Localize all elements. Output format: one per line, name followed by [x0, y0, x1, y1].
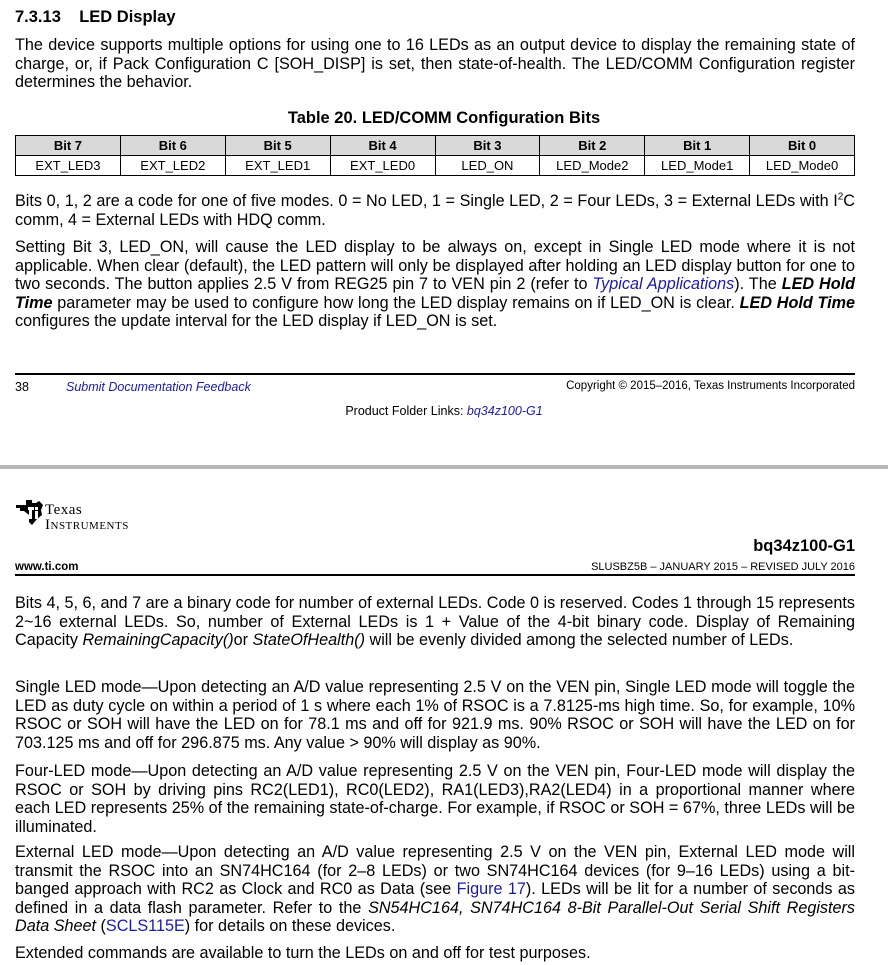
- product-folder-link[interactable]: bq34z100-G1: [466, 404, 543, 418]
- intro-paragraph: The device supports multiple options for using one to 16 LEDs as an output device to display the remaining state of charge, or, if Pack Configuration C [SOH_DISP] is set, then state-of-health. The LED/COMM Configuration register determines the behavior.: [15, 36, 855, 92]
- bits-012-paragraph: [15, 192, 855, 229]
- function-name: RemainingCapacity(): [82, 631, 234, 650]
- superscript: 2: [837, 191, 844, 203]
- text-run: Bits 0, 1, 2 are a code for one of five modes. 0 = No LED, 1 = Single LED, 2 = Four LEDs, 3 = External LEDs with I: [15, 192, 838, 210]
- text-run: Bits 4, 5, 6, and 7 are a binary code for number of external LEDs. Code 0 is reserved. Codes 1 through 15 represents 2~16 external LEDs. So, number of External LEDs is 1 + Value of the 4-bit binary code. Display of Remaining Capacity: [15, 594, 855, 650]
- table-header-cell: Bit 7: [16, 136, 121, 156]
- typical-applications-link[interactable]: Typical Applications: [592, 275, 735, 294]
- bits-4567-paragraph: [15, 594, 855, 650]
- text-run: (: [96, 917, 106, 936]
- text-run: configures the update interval for the LED display if LED_ON is set.: [15, 312, 498, 331]
- logo-line: Texas: [45, 502, 83, 518]
- section-number: 7.3.13: [15, 8, 61, 26]
- table-cell: LED_Mode1: [645, 156, 750, 176]
- footer-rule: [15, 373, 855, 375]
- text-run: will be evenly divided among the selected number of LEDs.: [365, 631, 794, 650]
- table-header-cell: Bit 1: [645, 136, 750, 156]
- text-run: C comm, 4 = External LEDs with HDQ comm.: [15, 192, 855, 229]
- single-led-paragraph: Single LED mode—Upon detecting an A/D value representing 2.5 V on the VEN pin, Single LED mode will toggle the LED as duty cycle on within a period of 1 s where each 1% of RSOC is a 7.8125-ms high time. So, for example, 10% RSOC or SOH will have the LED on for 78.1 ms and off for 921.9 ms. 90% RSOC or SOH will have the LED on for 703.125 ms and off for 296.875 ms. Any value > 90% will display as 90%.: [15, 678, 855, 752]
- table-header-cell: Bit 5: [225, 136, 330, 156]
- document-name: bq34z100-G1: [753, 537, 855, 555]
- four-led-paragraph: Four-LED mode—Upon detecting an A/D value representing 2.5 V on the VEN pin, Four-LED mode will display the RSOC or SOH by driving pins RC2(LED1), RC0(LED2), RA1(LED3),RA2(LED4) in a proportional manner where each LED represents 25% of the remaining state-of-charge. For example, if RSOC or SOH = 67%, three LEDs will be illuminated.: [15, 762, 855, 836]
- product-folder-links: [0, 404, 888, 418]
- table-cell: EXT_LED0: [330, 156, 435, 176]
- table-header-cell: Bit 2: [540, 136, 645, 156]
- logo-line: Instruments: [45, 517, 129, 533]
- text-run: External LED mode—Upon detecting an A/D value representing 2.5 V on the VEN pin, External LED mode will transmit the RSOC into an SN74HC164 (for 2–8 LEDs) or two SN74HC164 devices (for 9–16 LEDs) using a bit-banged approach with RC2 as Clock and RC0 as Data (see: [15, 843, 855, 899]
- table-header-cell: Bit 6: [120, 136, 225, 156]
- function-name: StateOfHealth(): [252, 631, 366, 650]
- table-cell: EXT_LED1: [225, 156, 330, 176]
- page-divider: [0, 465, 888, 469]
- parameter-name: LED Hold Time: [739, 293, 855, 312]
- table-cell: EXT_LED3: [16, 156, 121, 176]
- literature-number: SLUSBZ5B – JANUARY 2015 – REVISED JULY 2016: [591, 561, 855, 573]
- external-led-paragraph: [15, 843, 855, 936]
- ti-logo-text: [45, 503, 129, 533]
- table-cell: LED_Mode0: [750, 156, 855, 176]
- led-on-paragraph: [15, 238, 855, 331]
- text-run: parameter may be used to configure how long the LED display remains on if LED_ON is clear.: [52, 293, 740, 312]
- text-run: Setting Bit 3, LED_ON, will cause the LED display to be always on, except in Single LED mode where it is not applicable. When clear (default), the LED pattern will only be displayed after holding an LED display button for one to two seconds. The button applies 2.5 V from REG25 pin 7 to VEN pin 2 (refer to: [15, 238, 855, 294]
- parameter-name: LED Hold Time: [15, 275, 856, 312]
- website-link[interactable]: www.ti.com: [15, 561, 79, 573]
- table-cell: EXT_LED2: [120, 156, 225, 176]
- text-run: ). LEDs will be lit for a number of seconds as defined in a data flash parameter. Refer to the: [15, 880, 855, 917]
- scls115e-link[interactable]: SCLS115E: [105, 917, 185, 936]
- led-comm-config-table: [15, 135, 855, 176]
- table-row: [16, 156, 855, 176]
- ti-logo-icon: [15, 497, 45, 532]
- table-cell: LED_Mode2: [540, 156, 645, 176]
- table-cell: LED_ON: [435, 156, 540, 176]
- feedback-link[interactable]: Submit Documentation Feedback: [66, 380, 251, 394]
- page-number: 38: [15, 380, 29, 394]
- text-run: or: [233, 631, 253, 650]
- section-title: LED Display: [79, 8, 176, 26]
- table-caption: Table 20. LED/COMM Configuration Bits: [287, 109, 601, 127]
- table-header-cell: Bit 3: [435, 136, 540, 156]
- copyright: Copyright © 2015–2016, Texas Instruments Incorporated: [566, 380, 855, 392]
- datasheet-title: SN54HC164, SN74HC164 8-Bit Parallel-Out Serial Shift Registers Data Sheet: [15, 898, 856, 936]
- extended-commands-paragraph: Extended commands are available to turn the LEDs on and off for test purposes.: [15, 944, 591, 962]
- folder-label: Product Folder Links:: [345, 404, 467, 418]
- table-header-row: [16, 136, 855, 156]
- text-run: ) for details on these devices.: [184, 917, 396, 936]
- figure-17-link[interactable]: Figure 17: [456, 880, 526, 899]
- text-run: ). The: [734, 275, 782, 294]
- section-heading: [15, 8, 176, 27]
- header-rule: [15, 574, 855, 576]
- table-header-cell: Bit 0: [750, 136, 855, 156]
- table-header-cell: Bit 4: [330, 136, 435, 156]
